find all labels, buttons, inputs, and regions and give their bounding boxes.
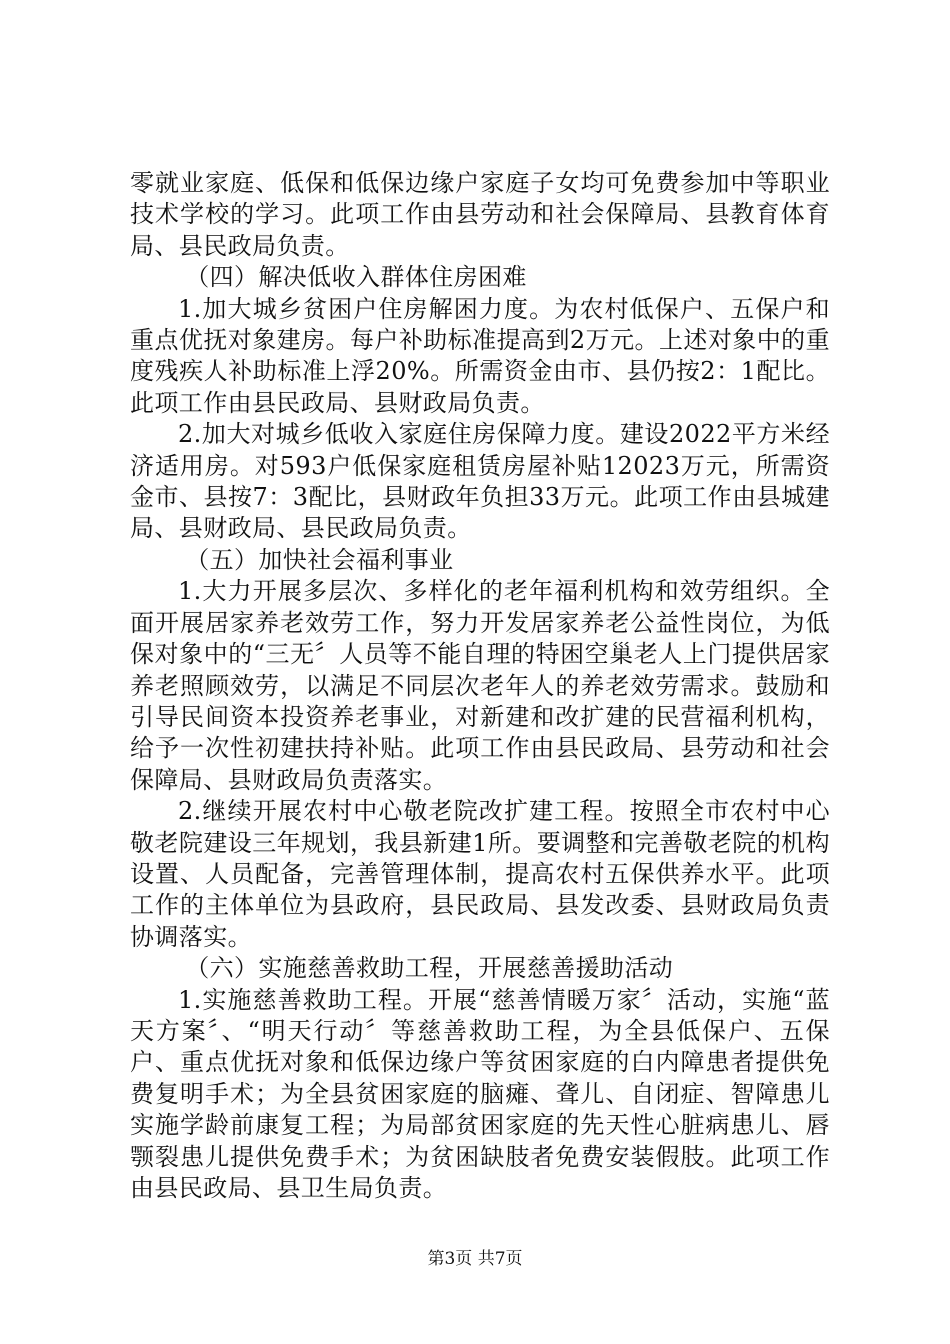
paragraph-housing-2: 2.加大对城乡低收入家庭住房保障力度。建设2022平方米经济适用房。对593户低保家庭租赁房屋补贴12023万元，所需资金市、县按7：3配比，县财政年负担33万元。此项工作由县城建局、县财政局、县民政局负责。 xyxy=(130,420,830,543)
section-heading-6: （六）实施慈善救助工程，开展慈善援助活动 xyxy=(185,954,674,983)
paragraph-welfare-1: 1.大力开展多层次、多样化的老年福利机构和效劳组织。全面开展居家养老效劳工作，努力开发居家养老公益性岗位，为低保对象中的“三无〞人员等不能自理的特困空巢老人上门提供居家养老照顾效劳，以满足不同层次老年人的养老效劳需求。鼓励和引导民间资本投资养老事业，对新建和改扩建的民营福利机构，给予一次性初建扶持补贴。此项工作由县民政局、县劳动和社会保障局、县财政局负责落实。 xyxy=(130,577,830,794)
paragraph-housing-1: 1.加大城乡贫困户住房解困力度。为农村低保户、五保户和重点优抚对象建房。每户补助标准提高到2万元。上述对象中的重度残疾人补助标准上浮20%。所需资金由市、县仍按2：1配比。此项工作由县民政局、县财政局负责。 xyxy=(130,294,830,417)
paragraph-welfare-2: 2.继续开展农村中心敬老院改扩建工程。按照全市农村中心敬老院建设三年规划，我县新建1所。要调整和完善敬老院的机构设置、人员配备，完善管理体制，提高农村五保供养水平。此项工作的主体单位为县政府，县民政局、县发改委、县财政局负责协调落实。 xyxy=(130,797,830,951)
paragraph-charity-1: 1.实施慈善救助工程。开展“慈善情暖万家〞活动，实施“蓝天方案〞、“明天行动〞等慈善救助工程，为全县低保户、五保户、重点优抚对象和低保边缘户等贫困家庭的白内障患者提供免费复明手术；为全县贫困家庭的脑瘫、聋儿、自闭症、智障患儿实施学龄前康复工程；为局部贫困家庭的先天性心脏病患儿、唇颚裂患儿提供免费手术；为贫困缺肢者免费安装假肢。此项工作由县民政局、县卫生局负责。 xyxy=(130,985,830,1202)
paragraph-continuation: 零就业家庭、低保和低保边缘户家庭子女均可免费参加中等职业技术学校的学习。此项工作由县劳动和社会保障局、县教育体育局、县民政局负责。 xyxy=(130,169,830,260)
section-heading-4: （四）解决低收入群体住房困难 xyxy=(185,263,527,292)
section-heading-5: （五）加快社会福利事业 xyxy=(185,545,454,574)
page-number: 第3页 共7页 xyxy=(427,1249,523,1269)
document-body xyxy=(130,168,830,1204)
